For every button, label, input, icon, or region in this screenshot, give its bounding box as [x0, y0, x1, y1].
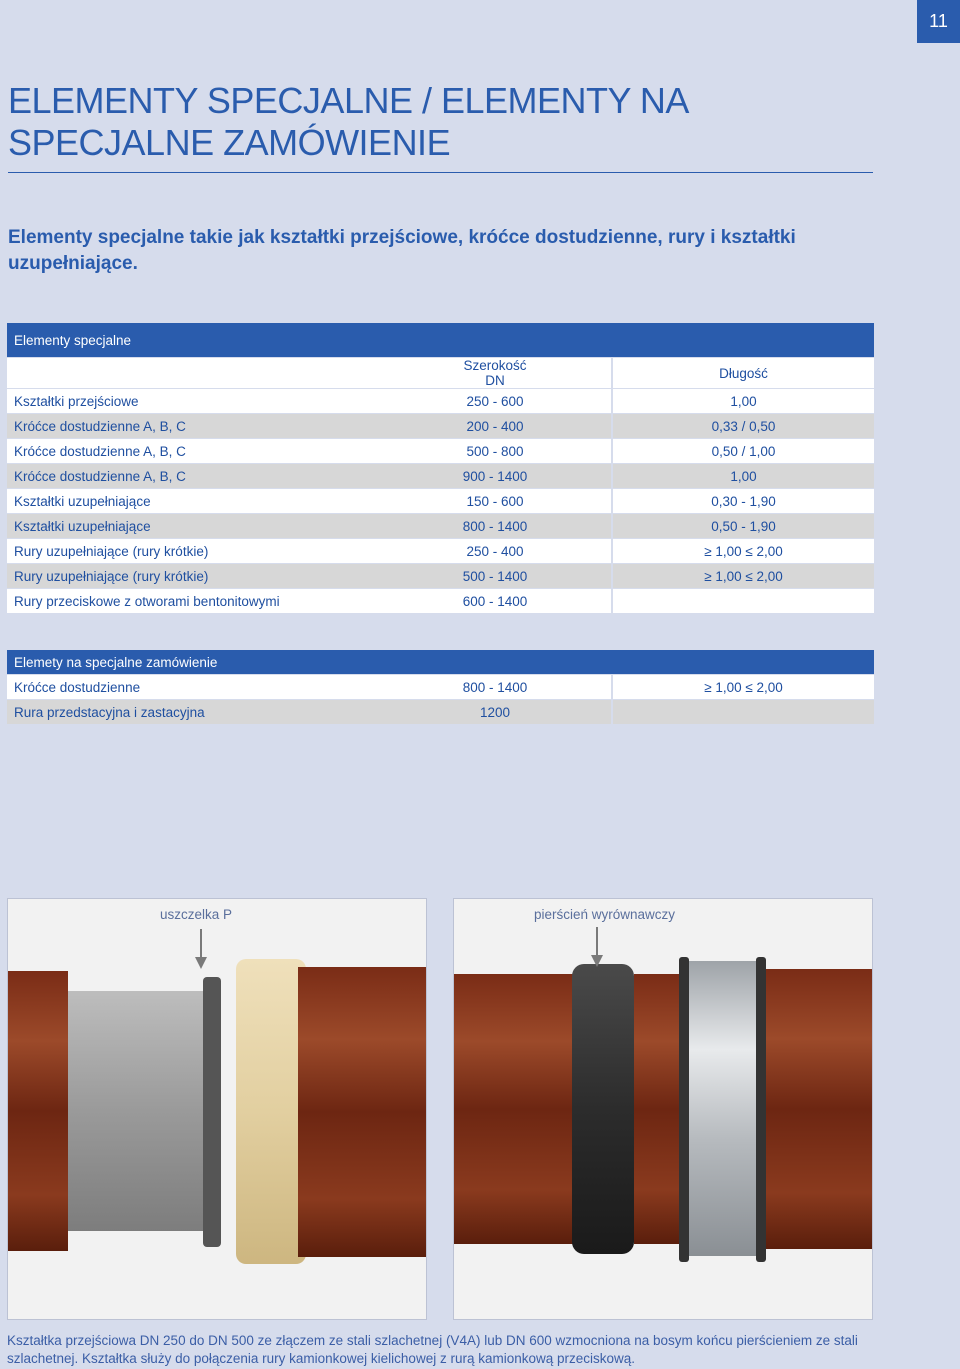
- row-length: ≥ 1,00 ≤ 2,00: [611, 539, 874, 564]
- column-header-name: [7, 358, 379, 389]
- row-dn: 800 - 1400: [379, 514, 611, 539]
- row-length: 0,50 - 1,90: [611, 514, 874, 539]
- row-length: 1,00: [611, 389, 874, 414]
- row-length: ≥ 1,00 ≤ 2,00: [611, 564, 874, 589]
- row-name: Kształtki przejściowe: [7, 389, 379, 414]
- table-row: [7, 464, 874, 489]
- pipe-illustration: [8, 899, 426, 1319]
- row-name: Kształtki uzupełniające: [7, 489, 379, 514]
- row-length: 0,33 / 0,50: [611, 414, 874, 439]
- row-length: 1,00: [611, 464, 874, 489]
- row-name: Króćce dostudzienne A, B, C: [7, 464, 379, 489]
- row-dn: 250 - 400: [379, 539, 611, 564]
- table-row: [7, 589, 874, 614]
- row-name: Rury przeciskowe z otworami bentonitowymi: [7, 589, 379, 614]
- table-row: [7, 539, 874, 564]
- row-dn: 500 - 800: [379, 439, 611, 464]
- table-row: [7, 675, 874, 700]
- page-number: 11: [917, 0, 960, 43]
- row-length: [611, 589, 874, 614]
- table-heading: Elemety na specjalne zamówienie: [7, 650, 874, 675]
- row-dn: 500 - 1400: [379, 564, 611, 589]
- row-name: Kształtki uzupełniające: [7, 514, 379, 539]
- page-title: ELEMENTY SPECJALNE / ELEMENTY NA SPECJALNE ZAMÓWIENIE: [8, 80, 687, 163]
- table-heading-row: [7, 650, 874, 675]
- table-row: [7, 700, 874, 725]
- ring-label: pierścień wyrównawczy: [534, 907, 676, 922]
- special-order-table: [7, 650, 874, 725]
- row-length: 0,30 - 1,90: [611, 489, 874, 514]
- row-name: Króćce dostudzienne A, B, C: [7, 414, 379, 439]
- row-dn: 200 - 400: [379, 414, 611, 439]
- table-row: [7, 564, 874, 589]
- table-row: [7, 489, 874, 514]
- row-name: Rury uzupełniające (rury krótkie): [7, 539, 379, 564]
- row-dn: 1200: [379, 700, 611, 725]
- column-width-sublabel: DN: [485, 373, 505, 388]
- row-length: 0,50 / 1,00: [611, 439, 874, 464]
- row-name: Rury uzupełniające (rury krótkie): [7, 564, 379, 589]
- column-header-row: [7, 358, 874, 389]
- photo-transition-fitting-seal: [7, 898, 427, 1320]
- row-name: Rura przedstacyjna i zastacyjna: [7, 700, 379, 725]
- photo-compensating-ring: [453, 898, 873, 1320]
- row-dn: 600 - 1400: [379, 589, 611, 614]
- seal-label: uszczelka P: [160, 907, 233, 922]
- column-width-label: Szerokość: [463, 358, 527, 373]
- table-heading-row: [7, 323, 874, 358]
- special-elements-table: [7, 323, 874, 614]
- page-subtitle: Elementy specjalne takie jak kształtki przejściowe, króćce dostudzienne, rury i kształtki uzupełniające.: [8, 227, 796, 274]
- column-header-width: [379, 358, 611, 389]
- row-dn: 800 - 1400: [379, 675, 611, 700]
- coupling-illustration: [454, 899, 872, 1319]
- row-dn: 250 - 600: [379, 389, 611, 414]
- title-divider: [8, 172, 873, 173]
- column-header-length: Długość: [611, 358, 874, 389]
- row-name: Króćce dostudzienne: [7, 675, 379, 700]
- row-dn: 900 - 1400: [379, 464, 611, 489]
- row-length: ≥ 1,00 ≤ 2,00: [611, 675, 874, 700]
- table-row: [7, 389, 874, 414]
- table-row: [7, 439, 874, 464]
- row-length: [611, 700, 874, 725]
- table-heading: Elementy specjalne: [7, 323, 874, 358]
- row-dn: 150 - 600: [379, 489, 611, 514]
- row-name: Króćce dostudzienne A, B, C: [7, 439, 379, 464]
- table-row: [7, 514, 874, 539]
- figure-caption: Kształtka przejściowa DN 250 do DN 500 ze złączem ze stali szlachetnej (V4A) lub DN 600 wzmocniona na bosym końcu pierścieniem ze stali szlachetnej. Kształtka służy do połączenia rury kamionkowej kielichowej z rurą kamionkową przeciskową.: [7, 1333, 858, 1366]
- table-row: [7, 414, 874, 439]
